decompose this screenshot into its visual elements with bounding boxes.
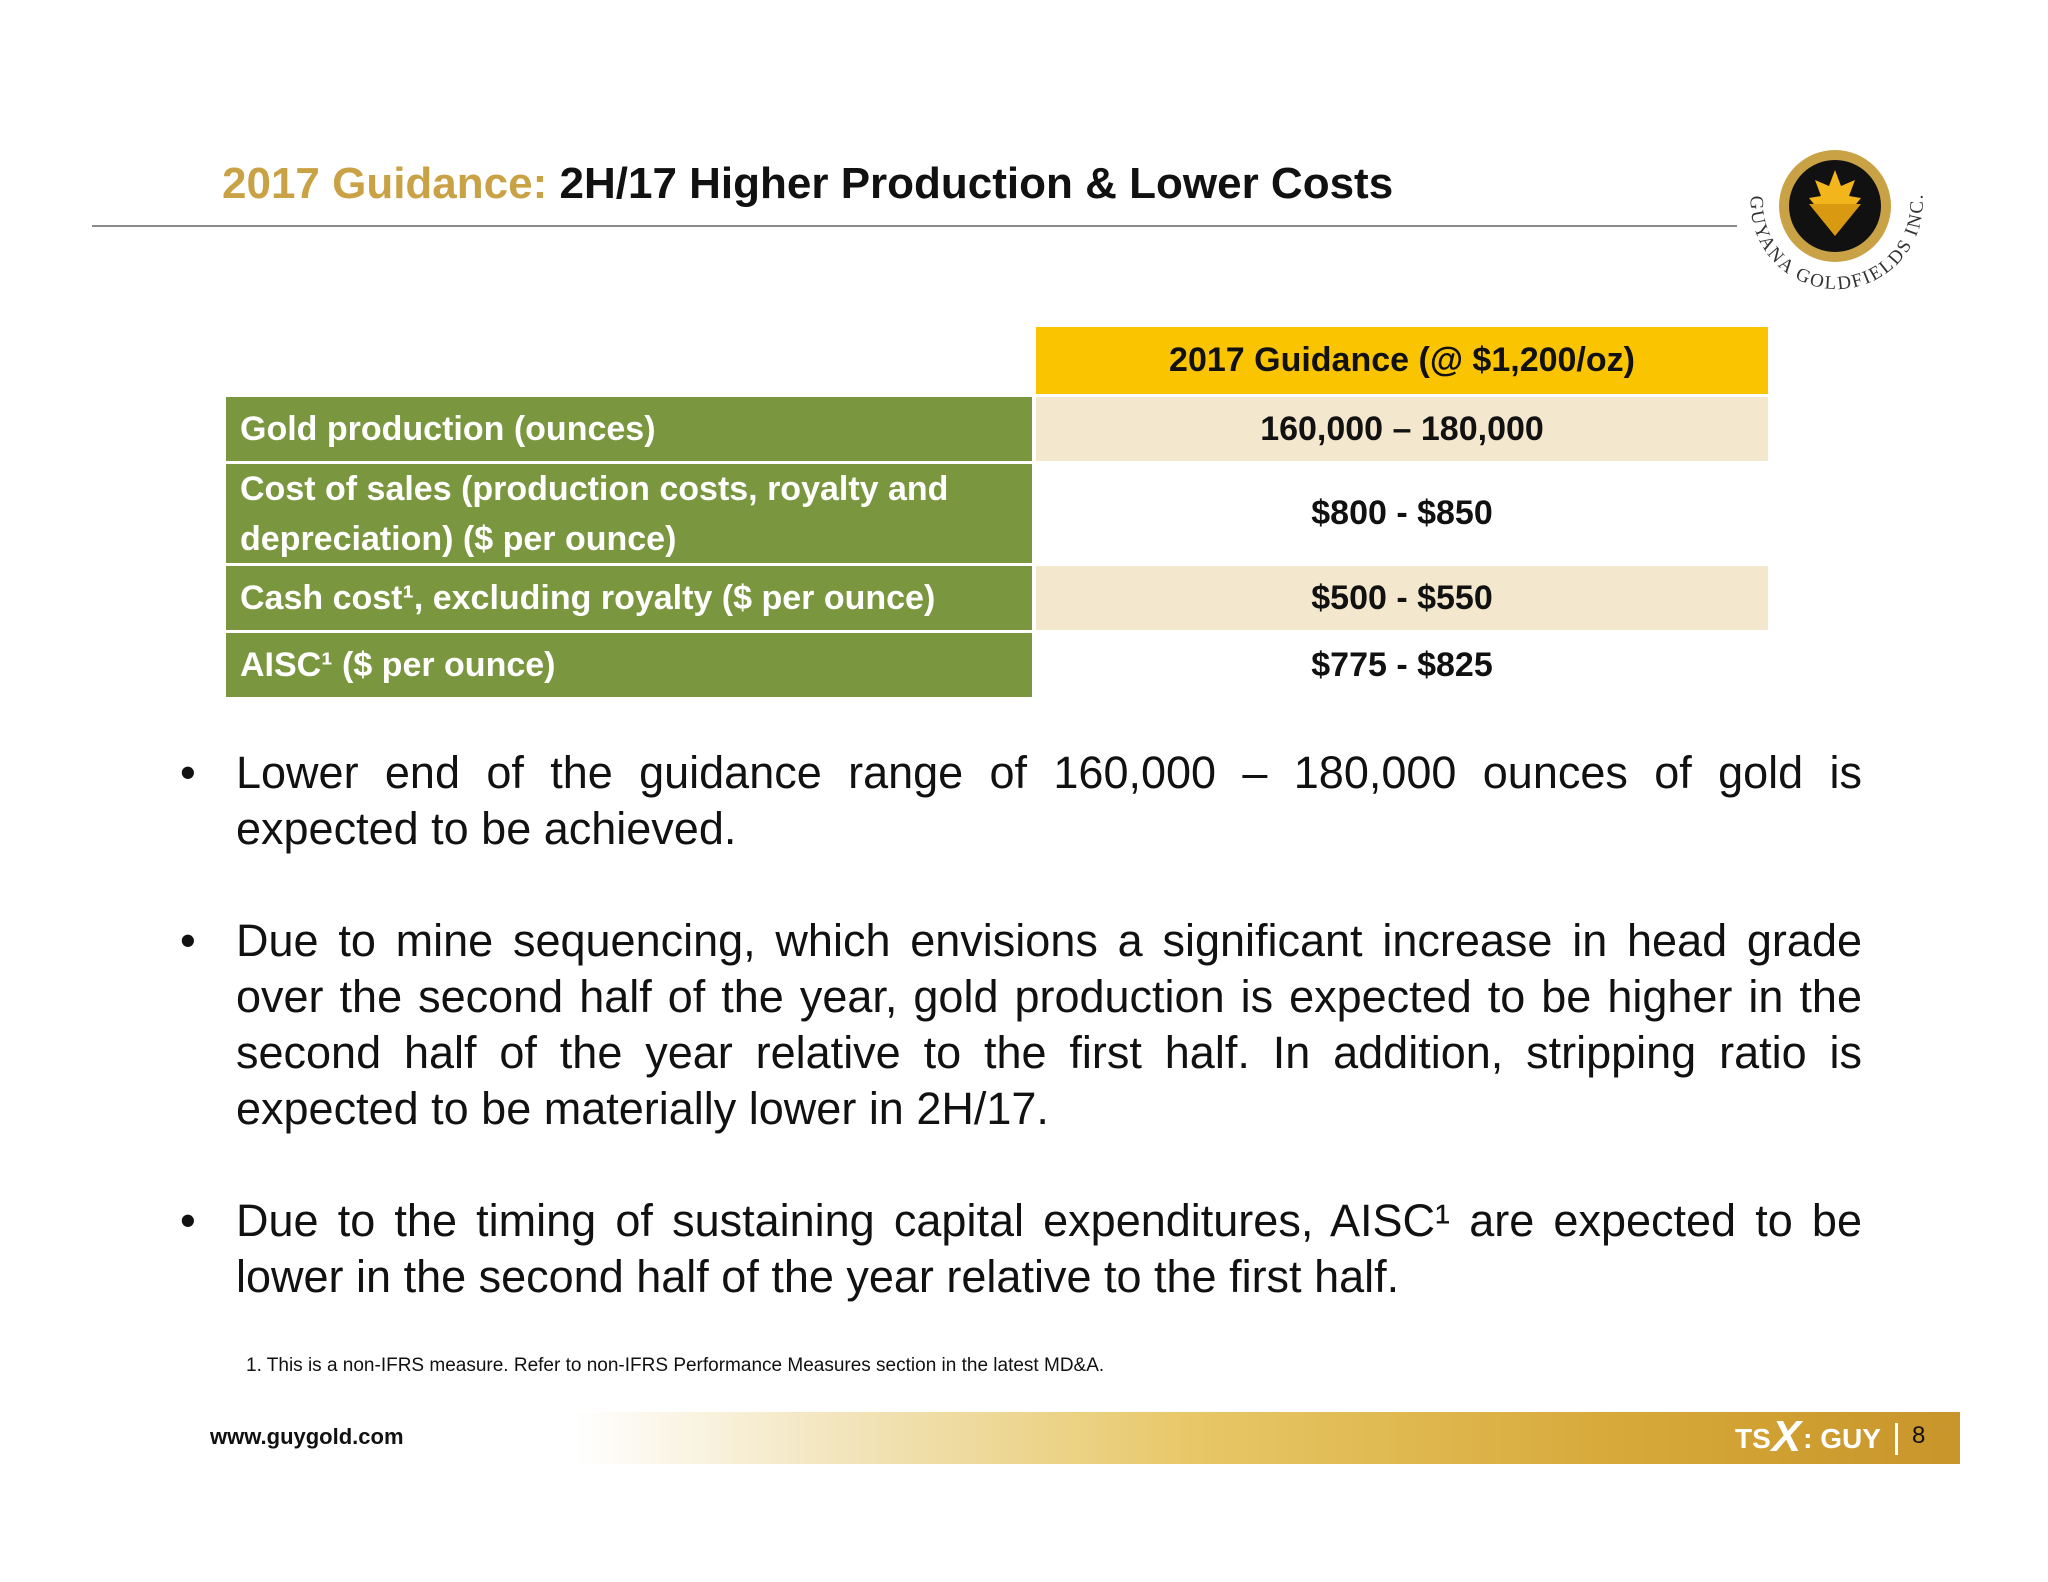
ticker-suffix: : GUY — [1803, 1423, 1881, 1454]
bullet-text: Lower end of the guidance range of 160,000 – 180,000 ounces of gold is expected to be achieved. — [236, 747, 1862, 854]
row-value: $775 - $825 — [1311, 645, 1493, 684]
logo-text: GUYANA GOLDFIELDS INC. — [1745, 192, 1928, 295]
ticker-separator — [1895, 1423, 1898, 1455]
table-row — [226, 633, 1768, 697]
list-item — [180, 1193, 1862, 1305]
bullet-text: Due to the timing of sustaining capital expenditures, AISC¹ are expected to be lower in the second half of the year relative to the first half. — [236, 1195, 1862, 1302]
table-row — [226, 397, 1768, 461]
row-value: 160,000 – 180,000 — [1036, 397, 1768, 461]
row-value: $800 - $850 — [1311, 494, 1493, 532]
bullet-list — [180, 745, 1862, 1361]
page-number: 8 — [1912, 1422, 1926, 1449]
row-label: Cash cost¹, excluding royalty ($ per ounce) — [226, 566, 1032, 630]
footnote: 1. This is a non-IFRS measure. Refer to non-IFRS Performance Measures section in the latest MD&A. — [246, 1355, 1105, 1376]
table-header-row — [226, 327, 1768, 394]
table-row — [226, 464, 1768, 563]
bullet-marker: • — [180, 1195, 196, 1246]
row-label: Cost of sales (production costs, royalty and depreciation) ($ per ounce) — [226, 464, 1032, 563]
bullet-marker: • — [180, 915, 196, 966]
ticker-prefix: TS — [1735, 1423, 1771, 1454]
title-main: 2H/17 Higher Production & Lower Costs — [559, 159, 1394, 208]
title-accent: 2017 Guidance: — [222, 159, 548, 208]
ticker-badge — [1735, 1412, 1898, 1461]
row-value: $500 - $550 — [1036, 566, 1768, 630]
bullet-text: Due to mine sequencing, which envisions a significant increase in head grade over the second half of the year, gold production is expected to be higher in the second half of the year relative to the first half. In addition, stripping ratio is expected to be materially lower in 2H/17. — [236, 915, 1862, 1134]
title-divider — [92, 225, 1737, 227]
guyana-goldfields-logo — [1735, 118, 1945, 318]
table-header-blank — [226, 327, 1032, 394]
ticker-x: X — [1771, 1412, 1802, 1461]
slide-title — [222, 159, 1394, 208]
list-item — [180, 913, 1862, 1137]
row-label: Gold production (ounces) — [226, 397, 1032, 461]
row-label: AISC¹ ($ per ounce) — [226, 633, 1032, 697]
list-item — [180, 745, 1862, 857]
table-row — [226, 566, 1768, 630]
bullet-marker: • — [180, 747, 196, 798]
website-link[interactable]: www.guygold.com — [210, 1424, 404, 1449]
guidance-table — [226, 327, 1768, 700]
table-header: 2017 Guidance (@ $1,200/oz) — [1036, 327, 1768, 394]
